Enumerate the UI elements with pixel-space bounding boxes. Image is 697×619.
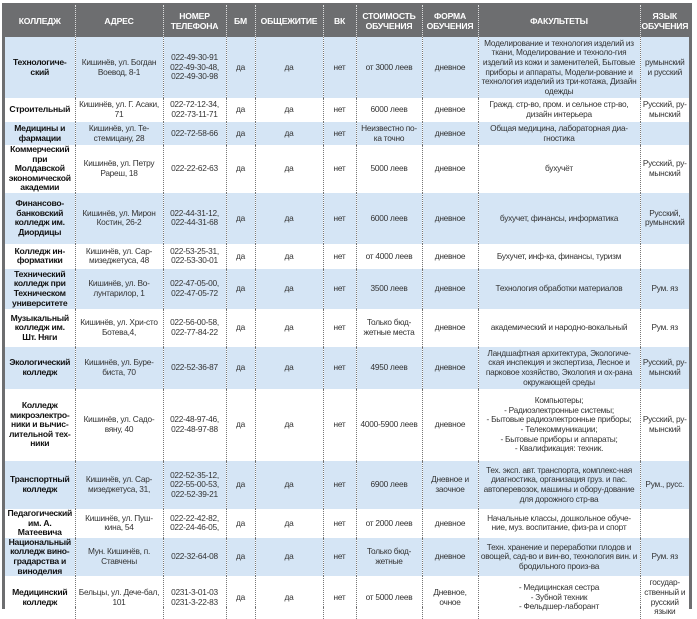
- cell-vk: нет: [323, 269, 356, 309]
- cell-phone: 022-22-42-82, 022-24-46-05,: [163, 509, 226, 538]
- column-header-bm: БМ: [226, 5, 255, 37]
- cell-faculties: Бухучет, инф-ка, финансы, туризм: [478, 244, 640, 269]
- cell-phone: 022-48-97-46, 022-48-97-88: [163, 389, 226, 461]
- cell-college: Медицинский колледж: [5, 576, 75, 619]
- cell-vk: нет: [323, 193, 356, 244]
- cell-college: Транспортный колледж: [5, 461, 75, 509]
- cell-phone: 022-52-35-12, 022-55-00-53, 022-52-39-21: [163, 461, 226, 509]
- cell-bm: да: [226, 389, 255, 461]
- cell-lang: Русский, ру-мынский: [640, 98, 689, 122]
- cell-faculties: Начальные классы, дошкольное обуче-ние, муз. воспитание, физ-ра и спорт: [478, 509, 640, 538]
- cell-form: дневное: [422, 122, 478, 145]
- cell-bm: да: [226, 576, 255, 619]
- table-row: [5, 576, 689, 619]
- cell-cost: 6900 леев: [356, 461, 422, 509]
- cell-phone: 022-49-30-91 022-49-30-48, 022-49-30-98: [163, 37, 226, 98]
- cell-vk: нет: [323, 145, 356, 193]
- cell-form: дневное: [422, 269, 478, 309]
- cell-cost: 6000 леев: [356, 98, 422, 122]
- cell-bm: да: [226, 145, 255, 193]
- cell-dorm: да: [255, 145, 323, 193]
- cell-vk: нет: [323, 122, 356, 145]
- cell-vk: нет: [323, 509, 356, 538]
- cell-lang: Русский, ру-мынский: [640, 347, 689, 389]
- cell-cost: Только бюд-жетные места: [356, 309, 422, 347]
- cell-phone: 022-53-25-31, 022-53-30-01: [163, 244, 226, 269]
- cell-lang: [640, 122, 689, 145]
- cell-vk: нет: [323, 538, 356, 576]
- cell-lang: Рум. яз: [640, 309, 689, 347]
- cell-address: Кишинёв, ул. Пуш-кина, 54: [75, 509, 163, 538]
- cell-form: дневное: [422, 98, 478, 122]
- cell-vk: нет: [323, 461, 356, 509]
- cell-form: дневное: [422, 193, 478, 244]
- column-header-cost: СТОИМОСТЬ ОБУЧЕНИЯ: [356, 5, 422, 37]
- cell-faculties: Тех. эксп. авт. транспорта, комплекс-ная диагностика, организация груз. и пас. автоперевозок, машины и обору-дование для дорожного стр-ва: [478, 461, 640, 509]
- cell-phone: 022-56-00-58, 022-77-84-22: [163, 309, 226, 347]
- cell-cost: от 5000 леев: [356, 576, 422, 619]
- cell-dorm: да: [255, 538, 323, 576]
- table-row: [5, 145, 689, 193]
- cell-form: дневное: [422, 309, 478, 347]
- cell-bm: да: [226, 37, 255, 98]
- cell-phone: 022-47-05-00, 022-47-05-72: [163, 269, 226, 309]
- cell-dorm: да: [255, 269, 323, 309]
- cell-phone: 022-72-58-66: [163, 122, 226, 145]
- cell-faculties: академический и народно-вокальный: [478, 309, 640, 347]
- column-header-vk: ВК: [323, 5, 356, 37]
- cell-college: Технологиче-ский: [5, 37, 75, 98]
- table-row: [5, 538, 689, 576]
- cell-faculties: Компьютеры; - Радиоэлектронные системы; - Бытовые радиоэлектронные приборы; - Телекоммуникации; - Бытовые приборы и аппараты; - Квалификация: техник.: [478, 389, 640, 461]
- cell-lang: государ-ственный и русский языки: [640, 576, 689, 619]
- cell-faculties: - Медицинская сестра - Зубной техник - Фельдшер-лаборант: [478, 576, 640, 619]
- cell-dorm: да: [255, 347, 323, 389]
- cell-dorm: да: [255, 193, 323, 244]
- cell-dorm: да: [255, 122, 323, 145]
- cell-cost: 3500 леев: [356, 269, 422, 309]
- cell-vk: нет: [323, 98, 356, 122]
- cell-faculties: Моделирование и технология изделий из ткани, Моделирование и техноло-гия изделий из кожи и заменителей, Бытовые приборы и аппараты, Модели-рование и технология изделий из три-котажа, Дизайн одежды: [478, 37, 640, 98]
- cell-address: Кишинёв, ул. Богдан Воевод, 8-1: [75, 37, 163, 98]
- cell-form: Дневное, очное: [422, 576, 478, 619]
- cell-bm: да: [226, 244, 255, 269]
- cell-lang: румынский и русский: [640, 37, 689, 98]
- cell-form: дневное: [422, 509, 478, 538]
- cell-college: Финансово-банковский колледж им. Диордицы: [5, 193, 75, 244]
- cell-vk: нет: [323, 37, 356, 98]
- cell-form: дневное: [422, 37, 478, 98]
- cell-bm: да: [226, 193, 255, 244]
- cell-college: Технический колледж при Техническом университете: [5, 269, 75, 309]
- cell-vk: нет: [323, 244, 356, 269]
- cell-dorm: да: [255, 37, 323, 98]
- cell-faculties: бухучёт: [478, 145, 640, 193]
- cell-cost: от 3000 леев: [356, 37, 422, 98]
- cell-college: Колледж микроэлектро-ники и вычис-лительной тех-ники: [5, 389, 75, 461]
- table-row: [5, 509, 689, 538]
- table-row: [5, 347, 689, 389]
- cell-address: Кишинёв, ул. Сар-мизеджетуса, 31,: [75, 461, 163, 509]
- cell-vk: нет: [323, 309, 356, 347]
- cell-lang: Рум. яз: [640, 269, 689, 309]
- cell-address: Бельцы, ул. Дече-бал, 101: [75, 576, 163, 619]
- cell-bm: да: [226, 538, 255, 576]
- cell-address: Кишинёв, ул. Мирон Костин, 26-2: [75, 193, 163, 244]
- cell-bm: да: [226, 347, 255, 389]
- cell-dorm: да: [255, 576, 323, 619]
- cell-address: Кишинёв, ул. Сар-мизеджетуса, 48: [75, 244, 163, 269]
- cell-cost: 4950 леев: [356, 347, 422, 389]
- cell-dorm: да: [255, 244, 323, 269]
- cell-college: Медицины и фармации: [5, 122, 75, 145]
- cell-lang: Рум., русс.: [640, 461, 689, 509]
- column-header-lang: ЯЗЫК ОБУЧЕНИЯ: [640, 5, 689, 37]
- cell-cost: от 4000 леев: [356, 244, 422, 269]
- cell-phone: 022-44-31-12, 022-44-31-68: [163, 193, 226, 244]
- cell-faculties: Техн. хранение и переработки плодов и овощей, сад-во и вин-во, технология вин. и бродильного произ-ва: [478, 538, 640, 576]
- cell-dorm: да: [255, 509, 323, 538]
- cell-faculties: Ландшафтная архитектура, Экологиче-ская инспекция и экспертиза, Лесное и парковое хозяйство, Экология и ох-рана окружающей среды: [478, 347, 640, 389]
- colleges-table: [5, 5, 689, 619]
- cell-vk: нет: [323, 347, 356, 389]
- cell-faculties: бухучет, финансы, информатика: [478, 193, 640, 244]
- cell-lang: Русский, ру-мынский: [640, 145, 689, 193]
- cell-cost: 4000-5900 леев: [356, 389, 422, 461]
- cell-phone: 022-32-64-08: [163, 538, 226, 576]
- table-row: [5, 98, 689, 122]
- cell-address: Кишинёв, ул. Петру Рареш, 18: [75, 145, 163, 193]
- cell-college: Национальный колледж вино-градарства и виноделия: [5, 538, 75, 576]
- cell-college: Строительный: [5, 98, 75, 122]
- cell-phone: 022-22-62-63: [163, 145, 226, 193]
- cell-dorm: да: [255, 98, 323, 122]
- column-header-form: ФОРМА ОБУЧЕНИЯ: [422, 5, 478, 37]
- cell-vk: нет: [323, 389, 356, 461]
- cell-vk: нет: [323, 576, 356, 619]
- cell-bm: да: [226, 122, 255, 145]
- cell-address: Мун. Кишинёв, п. Ставчены: [75, 538, 163, 576]
- cell-bm: да: [226, 269, 255, 309]
- cell-phone: 022-52-36-87: [163, 347, 226, 389]
- cell-bm: да: [226, 309, 255, 347]
- table-row: [5, 461, 689, 509]
- table-row: [5, 269, 689, 309]
- column-header-address: АДРЕС: [75, 5, 163, 37]
- cell-phone: 022-72-12-34, 022-73-11-71: [163, 98, 226, 122]
- cell-address: Кишинёв, ул. Садо-вяну, 40: [75, 389, 163, 461]
- cell-college: Экологический колледж: [5, 347, 75, 389]
- column-header-faculties: ФАКУЛЬТЕТЫ: [478, 5, 640, 37]
- cell-college: Музыкальный колледж им. Шт. Няги: [5, 309, 75, 347]
- cell-form: дневное: [422, 347, 478, 389]
- cell-lang: Русский, ру-мынский: [640, 389, 689, 461]
- table-row: [5, 389, 689, 461]
- cell-form: Дневное и заочное: [422, 461, 478, 509]
- cell-address: Кишинёв, ул. Хри-сто Ботева,4,: [75, 309, 163, 347]
- column-header-college: КОЛЛЕДЖ: [5, 5, 75, 37]
- cell-lang: Русский, румынский: [640, 193, 689, 244]
- cell-bm: да: [226, 461, 255, 509]
- cell-lang: Рум. яз: [640, 538, 689, 576]
- cell-faculties: Общая медицина, лабораторная диа-гностика: [478, 122, 640, 145]
- cell-bm: да: [226, 509, 255, 538]
- cell-form: дневное: [422, 538, 478, 576]
- column-header-dorm: ОБЩЕЖИТИЕ: [255, 5, 323, 37]
- cell-form: дневное: [422, 145, 478, 193]
- cell-address: Кишинёв, ул. Во-лунтарилор, 1: [75, 269, 163, 309]
- cell-address: Кишинёв, ул. Буре-биста, 70: [75, 347, 163, 389]
- cell-bm: да: [226, 98, 255, 122]
- cell-cost: 5000 леев: [356, 145, 422, 193]
- cell-faculties: Технология обработки материалов: [478, 269, 640, 309]
- table-row: [5, 309, 689, 347]
- cell-college: Педагогический им. А. Матеевича: [5, 509, 75, 538]
- cell-address: Кишинёв, ул. Те-стемицану, 28: [75, 122, 163, 145]
- cell-dorm: да: [255, 461, 323, 509]
- cell-lang: [640, 509, 689, 538]
- cell-college: Колледж ин-форматики: [5, 244, 75, 269]
- cell-form: дневное: [422, 389, 478, 461]
- cell-phone: 0231-3-01-03 0231-3-22-83: [163, 576, 226, 619]
- cell-faculties: Гражд. стр-во, пром. и сельное стр-во, дизайн интерьера: [478, 98, 640, 122]
- cell-address: Кишинёв, ул. Г. Асаки, 71: [75, 98, 163, 122]
- cell-college: Коммерческий при Молдавской экономической академии: [5, 145, 75, 193]
- table-row: [5, 193, 689, 244]
- cell-cost: 6000 леев: [356, 193, 422, 244]
- header-row: [5, 5, 689, 37]
- cell-cost: Неизвестно по-ка точно: [356, 122, 422, 145]
- cell-dorm: да: [255, 389, 323, 461]
- table-row: [5, 37, 689, 98]
- cell-dorm: да: [255, 309, 323, 347]
- cell-cost: Только бюд-жетные: [356, 538, 422, 576]
- cell-form: дневное: [422, 244, 478, 269]
- cell-cost: от 2000 леев: [356, 509, 422, 538]
- cell-lang: [640, 244, 689, 269]
- table-row: [5, 122, 689, 145]
- column-header-phone: НОМЕР ТЕЛЕФОНА: [163, 5, 226, 37]
- table-row: [5, 244, 689, 269]
